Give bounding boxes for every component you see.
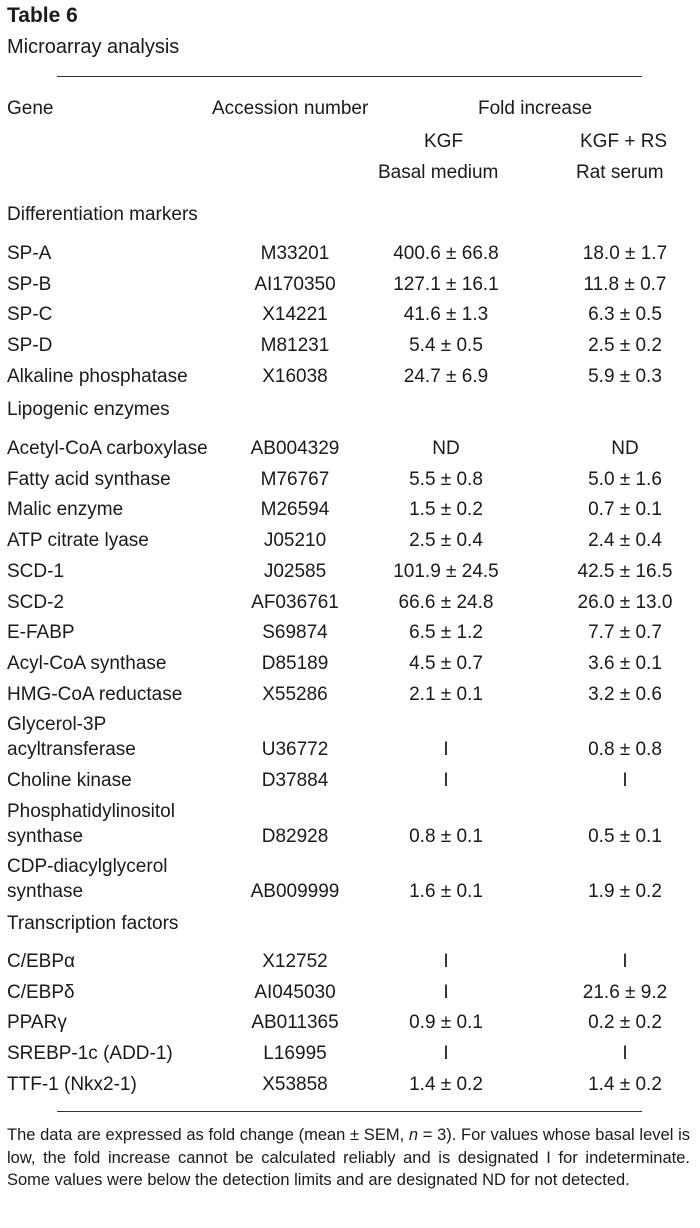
gene-name	[7, 497, 123, 522]
gene-name	[7, 528, 149, 553]
kgf-value: 1.5 ± 0.2	[409, 499, 483, 521]
gene-name-line: ATP citrate lyase	[7, 530, 149, 552]
header-fold-increase: Fold increase	[478, 98, 593, 119]
kgf-rs-value: I	[622, 1043, 628, 1065]
kgf-rs-value: 2.5 ± 0.2	[588, 335, 662, 357]
gene-name-line: C/EBPδ	[7, 981, 75, 1003]
accession-number: J05210	[263, 530, 327, 552]
accession-number: X16038	[262, 365, 328, 387]
footnote-n: n	[408, 1126, 419, 1144]
gene-name	[7, 436, 208, 461]
accession-number: J02585	[263, 560, 327, 582]
gene-name-line: Malic enzyme	[7, 499, 124, 521]
accession-number: D82928	[261, 825, 329, 847]
kgf-rs-value: ND	[611, 438, 639, 459]
accession-number: M81231	[260, 335, 330, 357]
kgf-rs-value: 1.9 ± 0.2	[588, 881, 662, 902]
gene-name	[7, 1041, 173, 1066]
accession-number: AB011365	[251, 1012, 339, 1034]
gene-name	[7, 768, 132, 793]
kgf-rs-value: 6.3 ± 0.5	[588, 304, 662, 326]
accession-number: X12752	[262, 951, 328, 972]
kgf-rs-value: 26.0 ± 13.0	[577, 591, 673, 613]
kgf-value: 1.4 ± 0.2	[409, 1073, 483, 1095]
kgf-rs-value: 0.8 ± 0.8	[588, 739, 662, 761]
gene-name	[7, 1010, 67, 1035]
accession-number: X55286	[262, 683, 328, 705]
accession-number: M26594	[260, 499, 330, 521]
kgf-value: 0.8 ± 0.1	[409, 825, 483, 847]
gene-name-line: synthase	[7, 825, 84, 847]
kgf-value: 5.4 ± 0.5	[409, 335, 483, 357]
gene-name	[7, 651, 166, 676]
gene-name	[7, 1072, 137, 1097]
header-basal-medium: Basal medium	[378, 162, 499, 183]
gene-name-line: Alkaline phosphatase	[7, 365, 188, 387]
accession-number: AI045030	[254, 981, 336, 1003]
section-heading: Transcription factors	[7, 913, 179, 934]
gene-name-line: SP-D	[7, 335, 53, 357]
kgf-rs-value: 21.6 ± 9.2	[582, 981, 668, 1003]
gene-name-line: SREBP-1c (ADD-1)	[7, 1043, 173, 1065]
kgf-rs-value: I	[622, 769, 628, 791]
gene-name-line: Acetyl-CoA carboxylase	[7, 438, 208, 459]
kgf-rs-value: 1.4 ± 0.2	[588, 1073, 662, 1095]
kgf-value: 101.9 ± 24.5	[393, 560, 499, 582]
gene-name	[7, 620, 75, 645]
gene-name	[7, 364, 188, 389]
kgf-value: I	[443, 739, 449, 761]
header-accession: Accession number	[212, 98, 369, 119]
accession-number: AB004329	[250, 438, 340, 459]
kgf-rs-value: 0.7 ± 0.1	[588, 499, 662, 521]
kgf-rs-value: 0.2 ± 0.2	[588, 1012, 662, 1034]
kgf-rs-value: 2.4 ± 0.4	[588, 530, 662, 552]
kgf-value: 127.1 ± 16.1	[393, 273, 499, 295]
kgf-value: 41.6 ± 1.3	[403, 304, 489, 326]
gene-name-line: CDP-diacylglycerol	[7, 856, 168, 877]
table-footnote	[7, 1124, 690, 1192]
accession-number: AI170350	[254, 273, 336, 295]
accession-number: AB009999	[250, 881, 340, 902]
header-kgf-rs: KGF + RS	[580, 131, 668, 152]
top-rule	[57, 76, 642, 77]
kgf-value: I	[443, 1043, 449, 1065]
footnote-part2: = 3). For values whose basal level is low, the fold increase cannot be calculated reliably and is designated I for indeterminate. Some values were below the detection limits and are designated ND for not detected.	[7, 1126, 690, 1189]
kgf-rs-value: 3.2 ± 0.6	[588, 683, 662, 705]
table-subtitle: Microarray analysis	[7, 36, 180, 58]
accession-number: X14221	[262, 304, 328, 326]
kgf-value: I	[443, 981, 449, 1003]
gene-name-line: Choline kinase	[7, 769, 132, 791]
kgf-value: 5.5 ± 0.8	[409, 468, 483, 490]
kgf-value: I	[443, 769, 449, 791]
gene-name	[7, 980, 75, 1005]
gene-name	[7, 590, 64, 615]
kgf-rs-value: 5.0 ± 1.6	[588, 468, 662, 490]
section-heading: Lipogenic enzymes	[7, 399, 170, 420]
accession-number: U36772	[261, 739, 329, 761]
accession-number: D37884	[261, 769, 329, 791]
accession-number: M76767	[260, 468, 330, 490]
gene-name-line: Acyl-CoA synthase	[7, 652, 167, 674]
kgf-value: ND	[432, 438, 460, 459]
table-title: Table 6	[7, 4, 78, 27]
gene-name	[7, 712, 136, 762]
kgf-value: 1.6 ± 0.1	[409, 881, 483, 902]
gene-name-line: TTF-1 (Nkx2-1)	[7, 1073, 137, 1095]
accession-number: AF036761	[251, 591, 339, 613]
gene-name-line: SP-A	[7, 243, 52, 264]
kgf-rs-value: 0.5 ± 0.1	[588, 825, 662, 847]
kgf-value: 400.6 ± 66.8	[393, 243, 499, 264]
gene-name	[7, 559, 64, 584]
kgf-value: 0.9 ± 0.1	[409, 1012, 483, 1034]
gene-name	[7, 854, 168, 904]
gene-name-line: E-FABP	[7, 622, 75, 644]
gene-name	[7, 302, 52, 327]
kgf-rs-value: 18.0 ± 1.7	[582, 243, 668, 264]
gene-name-line: Fatty acid synthase	[7, 468, 171, 490]
gene-name	[7, 799, 175, 849]
gene-name-line: SP-C	[7, 304, 53, 326]
bottom-rule	[57, 1111, 642, 1112]
gene-name-line: SP-B	[7, 273, 52, 295]
kgf-rs-value: 3.6 ± 0.1	[588, 652, 662, 674]
kgf-value: 2.5 ± 0.4	[409, 530, 483, 552]
gene-name	[7, 949, 75, 974]
gene-name-line: SCD-1	[7, 560, 65, 582]
footnote-part1: The data are expressed as fold change (mean ± SEM,	[7, 1126, 409, 1144]
kgf-rs-value: 11.8 ± 0.7	[583, 273, 667, 295]
gene-name-line: Glycerol-3P	[7, 714, 107, 736]
accession-number: S69874	[262, 622, 328, 644]
kgf-rs-value: 7.7 ± 0.7	[588, 622, 662, 644]
header-kgf: KGF	[424, 131, 464, 152]
gene-name	[7, 272, 51, 297]
gene-name-line: acyltransferase	[7, 739, 136, 761]
gene-name-line: HMG-CoA reductase	[7, 683, 183, 705]
header-gene: Gene	[7, 98, 54, 119]
kgf-rs-value: I	[622, 951, 628, 972]
gene-name-line: Phosphatidylinositol	[7, 800, 175, 822]
gene-name-line: synthase	[7, 881, 84, 902]
kgf-value: 24.7 ± 6.9	[403, 365, 489, 387]
accession-number: L16995	[263, 1043, 327, 1065]
gene-name	[7, 241, 51, 266]
gene-name-line: C/EBPα	[7, 951, 76, 972]
kgf-rs-value: 5.9 ± 0.3	[588, 365, 662, 387]
kgf-value: I	[443, 951, 449, 972]
accession-number: M33201	[260, 243, 330, 264]
accession-number: D85189	[261, 652, 329, 674]
gene-name-line: PPARγ	[7, 1012, 67, 1034]
kgf-value: 66.6 ± 24.8	[398, 591, 494, 613]
accession-number: X53858	[262, 1073, 328, 1095]
gene-name	[7, 467, 171, 492]
kgf-value: 6.5 ± 1.2	[409, 622, 483, 644]
gene-name-line: SCD-2	[7, 591, 65, 613]
gene-name	[7, 682, 182, 707]
kgf-value: 4.5 ± 0.7	[409, 652, 483, 674]
section-heading: Differentiation markers	[7, 204, 198, 225]
header-rat-serum: Rat serum	[576, 162, 664, 183]
kgf-rs-value: 42.5 ± 16.5	[577, 560, 673, 582]
gene-name	[7, 333, 52, 358]
kgf-value: 2.1 ± 0.1	[409, 683, 483, 705]
